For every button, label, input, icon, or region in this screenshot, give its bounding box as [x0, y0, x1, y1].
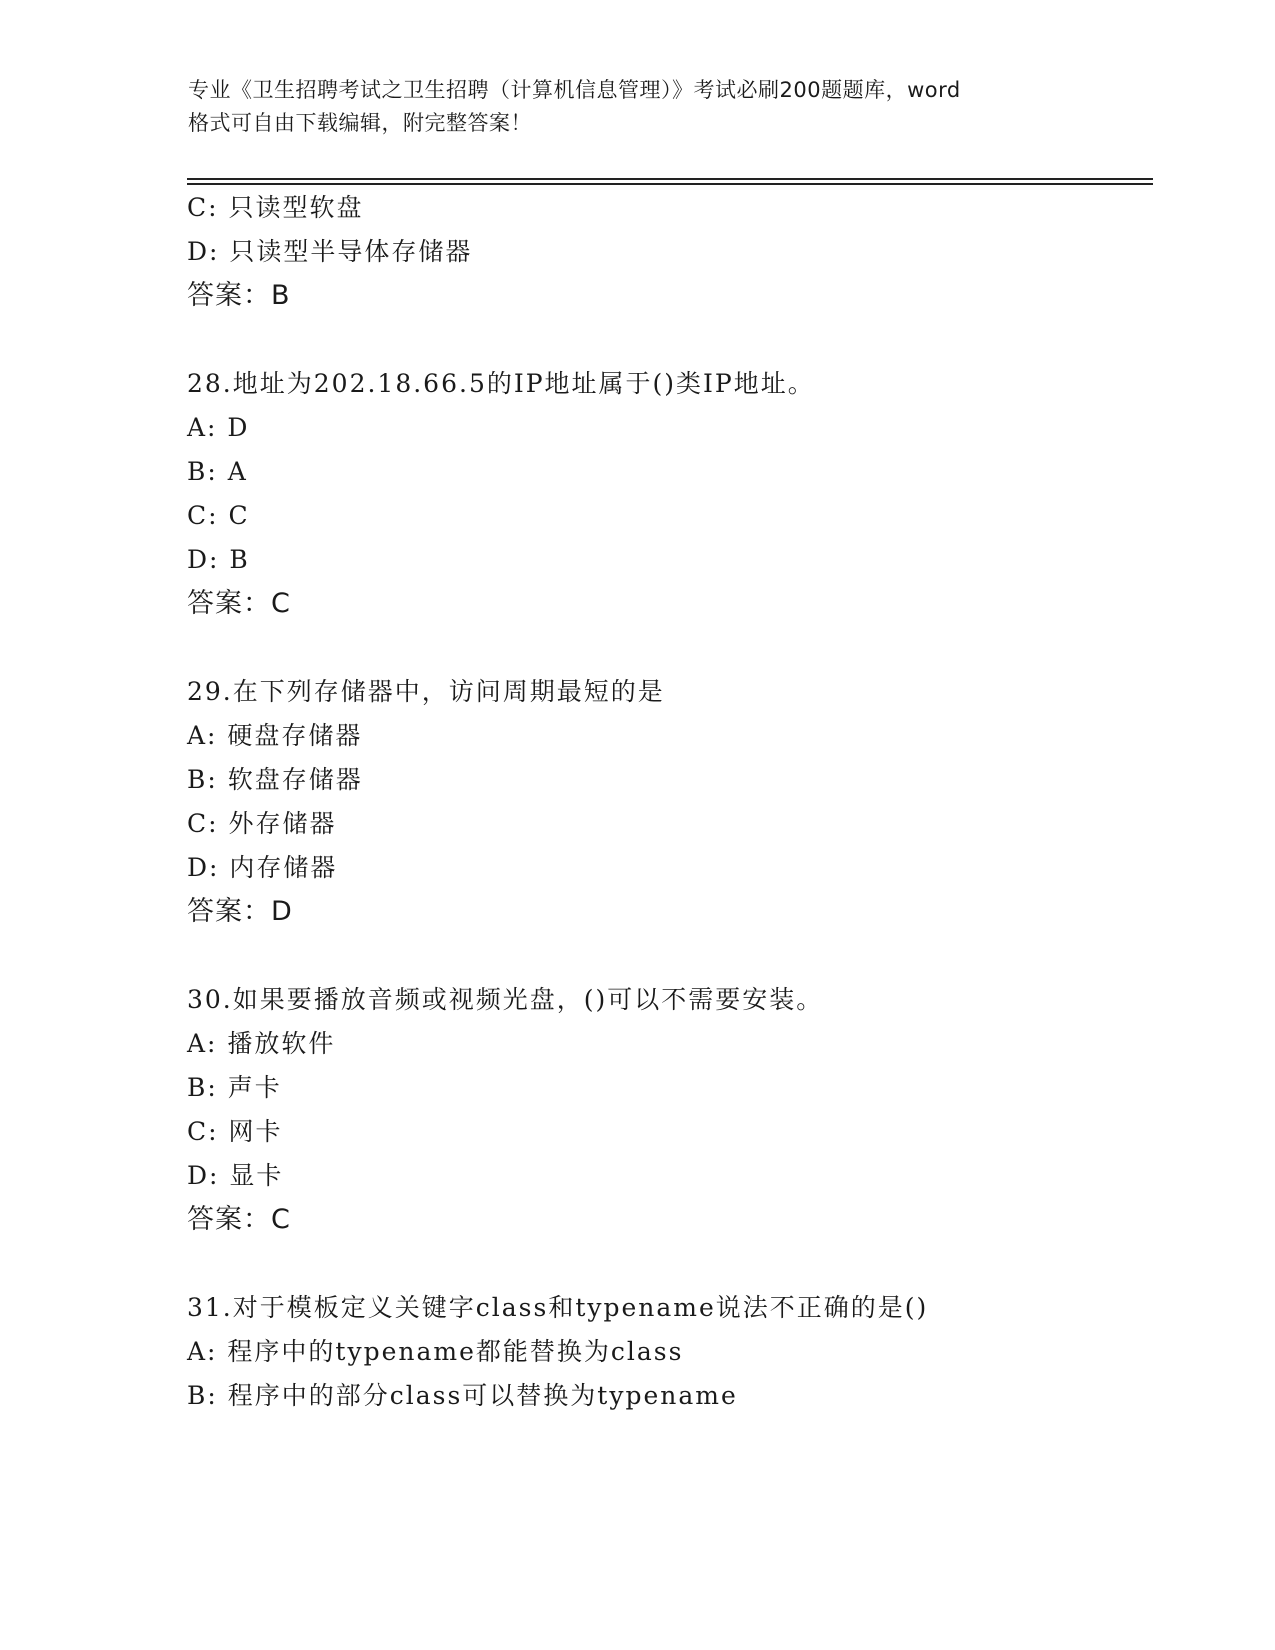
answer-line: 答案：C — [187, 1204, 291, 1235]
option-d: D: 只读型半导体存储器 — [187, 237, 473, 266]
option-d: D: 内存储器 — [187, 853, 338, 882]
question-31: 31.对于模板定义关键字class和typename说法不正确的是() — [187, 1293, 929, 1322]
option-a: A: D — [187, 413, 250, 442]
option-c: C: C — [187, 501, 250, 530]
option-b: B: 声卡 — [187, 1073, 282, 1102]
header-line-1: 专业《卫生招聘考试之卫生招聘（计算机信息管理）》考试必刷200题题库，word — [188, 78, 961, 102]
option-d: D: B — [187, 545, 250, 574]
document-header — [188, 74, 1088, 140]
option-a: A: 播放软件 — [187, 1029, 336, 1058]
question-30: 30.如果要播放音频或视频光盘，()可以不需要安装。 — [187, 985, 824, 1014]
answer-line: 答案：D — [187, 896, 293, 927]
header-line-2: 格式可自由下载编辑，附完整答案！ — [188, 111, 532, 135]
question-28: 28.地址为202.18.66.5的IP地址属于()类IP地址。 — [187, 369, 815, 398]
header-divider-bottom — [187, 183, 1153, 185]
option-b: B: 程序中的部分class可以替换为typename — [187, 1381, 738, 1410]
option-b: B: A — [187, 457, 248, 486]
answer-line: 答案：C — [187, 588, 291, 619]
question-29: 29.在下列存储器中，访问周期最短的是 — [187, 677, 665, 706]
option-a: A: 程序中的typename都能替换为class — [187, 1337, 684, 1366]
answer-line: 答案：B — [187, 280, 291, 311]
option-d: D: 显卡 — [187, 1161, 284, 1190]
option-c: C: 只读型软盘 — [187, 193, 364, 222]
option-b: B: 软盘存储器 — [187, 765, 363, 794]
option-c: C: 网卡 — [187, 1117, 283, 1146]
header-divider-top — [187, 178, 1153, 180]
option-c: C: 外存储器 — [187, 809, 337, 838]
option-a: A: 硬盘存储器 — [187, 721, 363, 750]
